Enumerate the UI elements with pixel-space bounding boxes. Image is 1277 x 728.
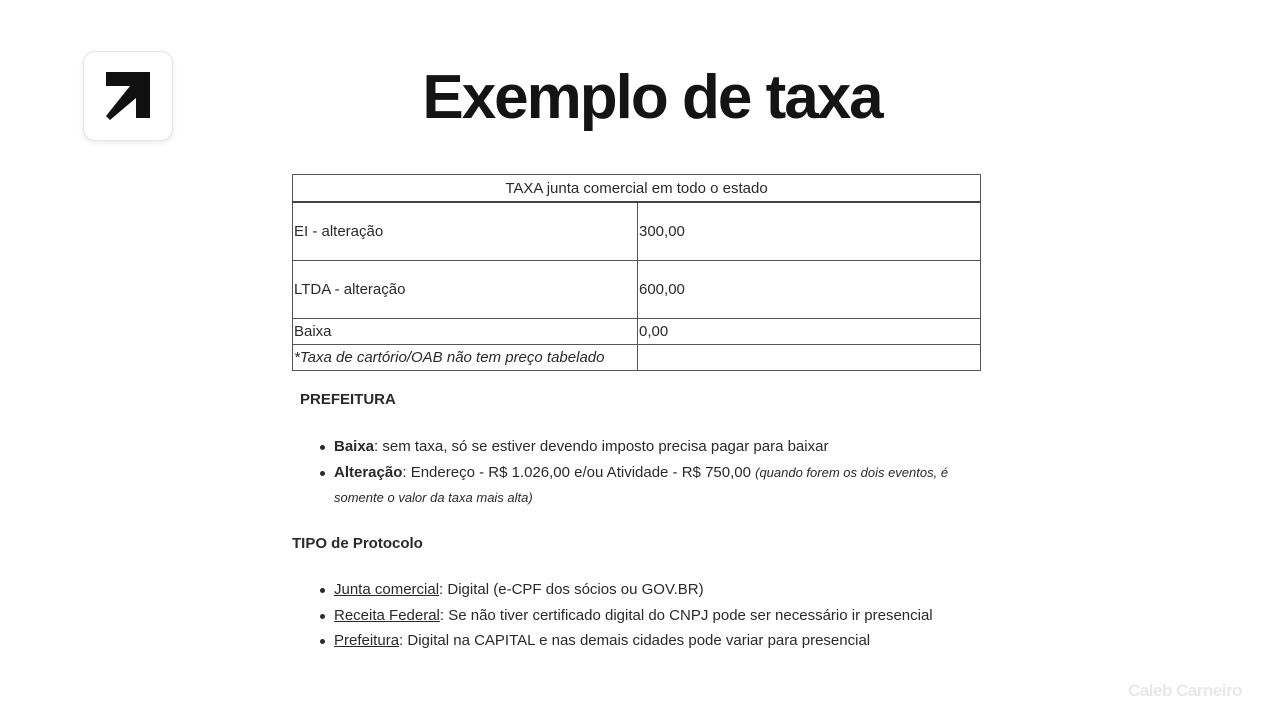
protocolo-heading: TIPO de Protocolo [292, 535, 423, 552]
list-item-term: Baixa [334, 438, 375, 455]
table-header-row [293, 175, 981, 203]
table-cell-value: 0,00 [638, 319, 981, 345]
list-item-term: Prefeitura [334, 632, 400, 649]
table-cell-label: LTDA - alteração [293, 261, 638, 319]
page-title: Exemplo de taxa [422, 63, 882, 132]
list-item-text: : Endereço - R$ 1.026,00 e/ou Atividade - R$ 750,00 [402, 463, 756, 481]
table-cell-label: EI - alteração [293, 202, 638, 261]
table-row [293, 202, 981, 261]
table-cell-value: 600,00 [638, 261, 981, 319]
list-item-term: Alteração [334, 463, 403, 481]
list-item-term: Junta comercial [334, 581, 440, 598]
list-item-text: : Digital na CAPITAL e nas demais cidades pode variar para presencial [399, 632, 871, 649]
author-watermark: Caleb Carneiro [1128, 681, 1242, 700]
list-item [292, 577, 992, 603]
table-header: TAXA junta comercial em todo o estado [293, 175, 981, 203]
list-item-text: : sem taxa, só se estiver devendo imposto precisa pagar para baixar [374, 438, 829, 455]
prefeitura-heading: PREFEITURA [300, 391, 396, 408]
table-cell-note: *Taxa de cartório/OAB não tem preço tabelado [293, 345, 638, 371]
fee-table [292, 174, 981, 371]
list-item [292, 460, 972, 511]
list-item-note: (quando forem os dois eventos, é somente o valor da taxa mais alta) [334, 464, 949, 505]
table-cell-label: Baixa [293, 319, 638, 345]
list-item [292, 603, 992, 629]
protocolo-list [292, 577, 992, 654]
list-item [292, 628, 992, 654]
table-row [293, 319, 981, 345]
list-item-text: : Digital (e-CPF dos sócios ou GOV.BR) [439, 581, 704, 598]
table-cell-value [638, 345, 981, 371]
list-item-text: : Se não tiver certificado digital do CNPJ pode ser necessário ir presencial [439, 606, 933, 624]
table-row [293, 345, 981, 371]
list-item-term: Receita Federal [334, 606, 440, 624]
prefeitura-list [292, 434, 972, 511]
table-cell-value: 300,00 [638, 202, 981, 261]
table-row [293, 261, 981, 319]
list-item [292, 434, 972, 460]
